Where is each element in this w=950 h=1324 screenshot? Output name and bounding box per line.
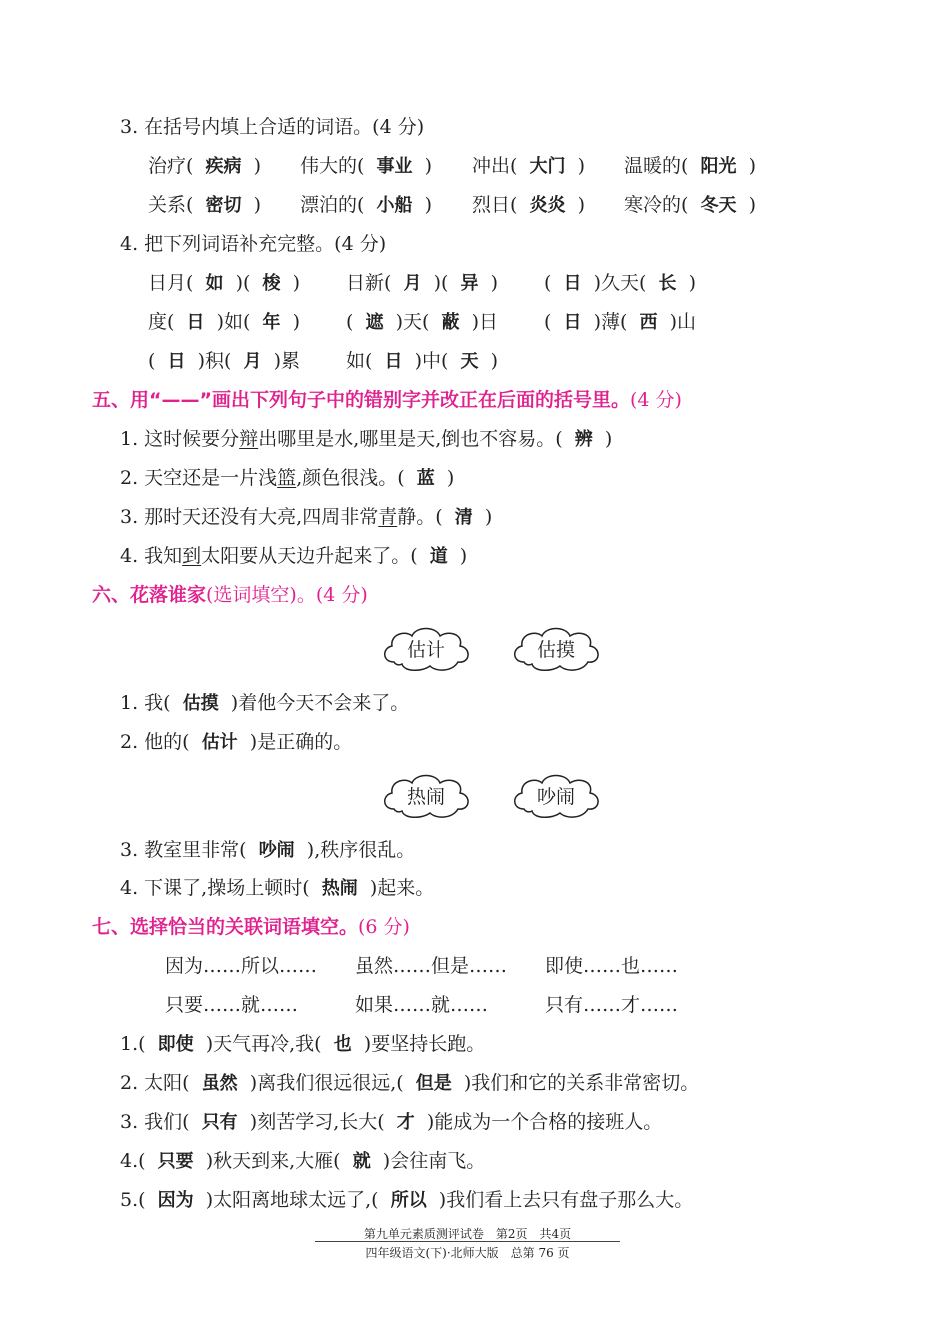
s7-item: 3. 我们( 只有 )刻苦学习,长大( 才 )能成为一个合格的接班人。 — [120, 1111, 663, 1133]
s7-item: 5.( 因为 )太阳离地球太远了,( 所以 )我们看上去只有盘子那么大。 — [120, 1189, 694, 1211]
idiom: ( 日 )久天( 长 ) — [544, 272, 697, 294]
s7-item: 2. 太阳( 虽然 )离我们很远很远,( 但是 )我们和它的关系非常密切。 — [120, 1072, 700, 1094]
wrong-char: 篮 — [277, 467, 297, 489]
section-7-heading: 七、选择恰当的关联词语填空。(6 分) — [92, 916, 410, 938]
idiom: 日新( 月 )( 异 ) — [346, 272, 499, 294]
footer-line-1: 第九单元素质测评试卷 第2页 共4页 — [363, 1227, 572, 1241]
idiom: 如( 日 )中( 天 ) — [346, 350, 499, 372]
wrong-char: 到 — [182, 545, 202, 567]
section-6-heading: 六、花落谁家(选词填空)。(4 分) — [92, 584, 368, 606]
idiom: ( 遮 )天( 蔽 )日 — [346, 311, 499, 333]
word-cloud: 吵闹 — [510, 771, 602, 821]
idiom: ( 日 )薄( 西 )山 — [544, 311, 697, 333]
question-4-title: 4. 把下列词语补充完整。(4 分) — [120, 233, 387, 255]
q3-item: 冲出( 大门 ) — [472, 155, 586, 177]
idiom: 日月( 如 )( 梭 ) — [148, 272, 301, 294]
connective-word: 只有……才…… — [545, 994, 679, 1016]
connective-word: 即使……也…… — [545, 955, 679, 977]
q3-item: 漂泊的( 小船 ) — [300, 194, 433, 216]
wrong-char: 辩 — [239, 428, 259, 450]
idiom: 度( 日 )如( 年 ) — [148, 311, 301, 333]
connective-word: 只要……就…… — [165, 994, 299, 1016]
wrong-char: 青 — [378, 506, 398, 528]
word-cloud: 热闹 — [380, 771, 472, 821]
q3-item: 关系( 密切 ) — [148, 194, 262, 216]
s5-item: 4. 我知到太阳要从天边升起来了。( 道 ) — [120, 545, 468, 567]
question-3-title: 3. 在括号内填上合适的词语。(4 分) — [120, 116, 425, 138]
q3-item: 治疗( 疾病 ) — [148, 155, 262, 177]
word-cloud: 估计 — [380, 624, 472, 674]
s7-item: 1.( 即使 )天气再冷,我( 也 )要坚持长跑。 — [120, 1033, 486, 1055]
s5-item: 1. 这时候要分辩出哪里是水,哪里是天,倒也不容易。( 辨 ) — [120, 428, 613, 450]
q3-item: 烈日( 炎炎 ) — [472, 194, 586, 216]
q3-item: 伟大的( 事业 ) — [300, 155, 433, 177]
s5-item: 3. 那时天还没有大亮,四周非常青静。( 清 ) — [120, 506, 493, 528]
idiom: ( 日 )积( 月 )累 — [148, 350, 301, 372]
word-cloud: 估摸 — [510, 624, 602, 674]
q3-item: 温暖的( 阳光 ) — [624, 155, 757, 177]
footer-line-2: 四年级语文(下)·北师大版 总第 76 页 — [365, 1246, 570, 1260]
s6-item: 2. 他的( 估计 )是正确的。 — [120, 731, 353, 753]
connective-word: 如果……就…… — [355, 994, 489, 1016]
connective-word: 虽然……但是…… — [355, 955, 508, 977]
q3-item: 寒冷的( 冬天 ) — [624, 194, 757, 216]
s5-item: 2. 天空还是一片浅篮,颜色很浅。( 蓝 ) — [120, 467, 455, 489]
footer-divider — [315, 1241, 620, 1242]
connective-word: 因为……所以…… — [165, 955, 318, 977]
section-5-heading: 五、用“——”画出下列句子中的错别字并改正在后面的括号里。(4 分) — [92, 389, 682, 411]
s6-item: 1. 我( 估摸 )着他今天不会来了。 — [120, 692, 410, 714]
s7-item: 4.( 只要 )秋天到来,大雁( 就 )会往南飞。 — [120, 1150, 486, 1172]
s6-item: 4. 下课了,操场上顿时( 热闹 )起来。 — [120, 877, 435, 899]
s6-item: 3. 教室里非常( 吵闹 ),秩序很乱。 — [120, 839, 416, 861]
